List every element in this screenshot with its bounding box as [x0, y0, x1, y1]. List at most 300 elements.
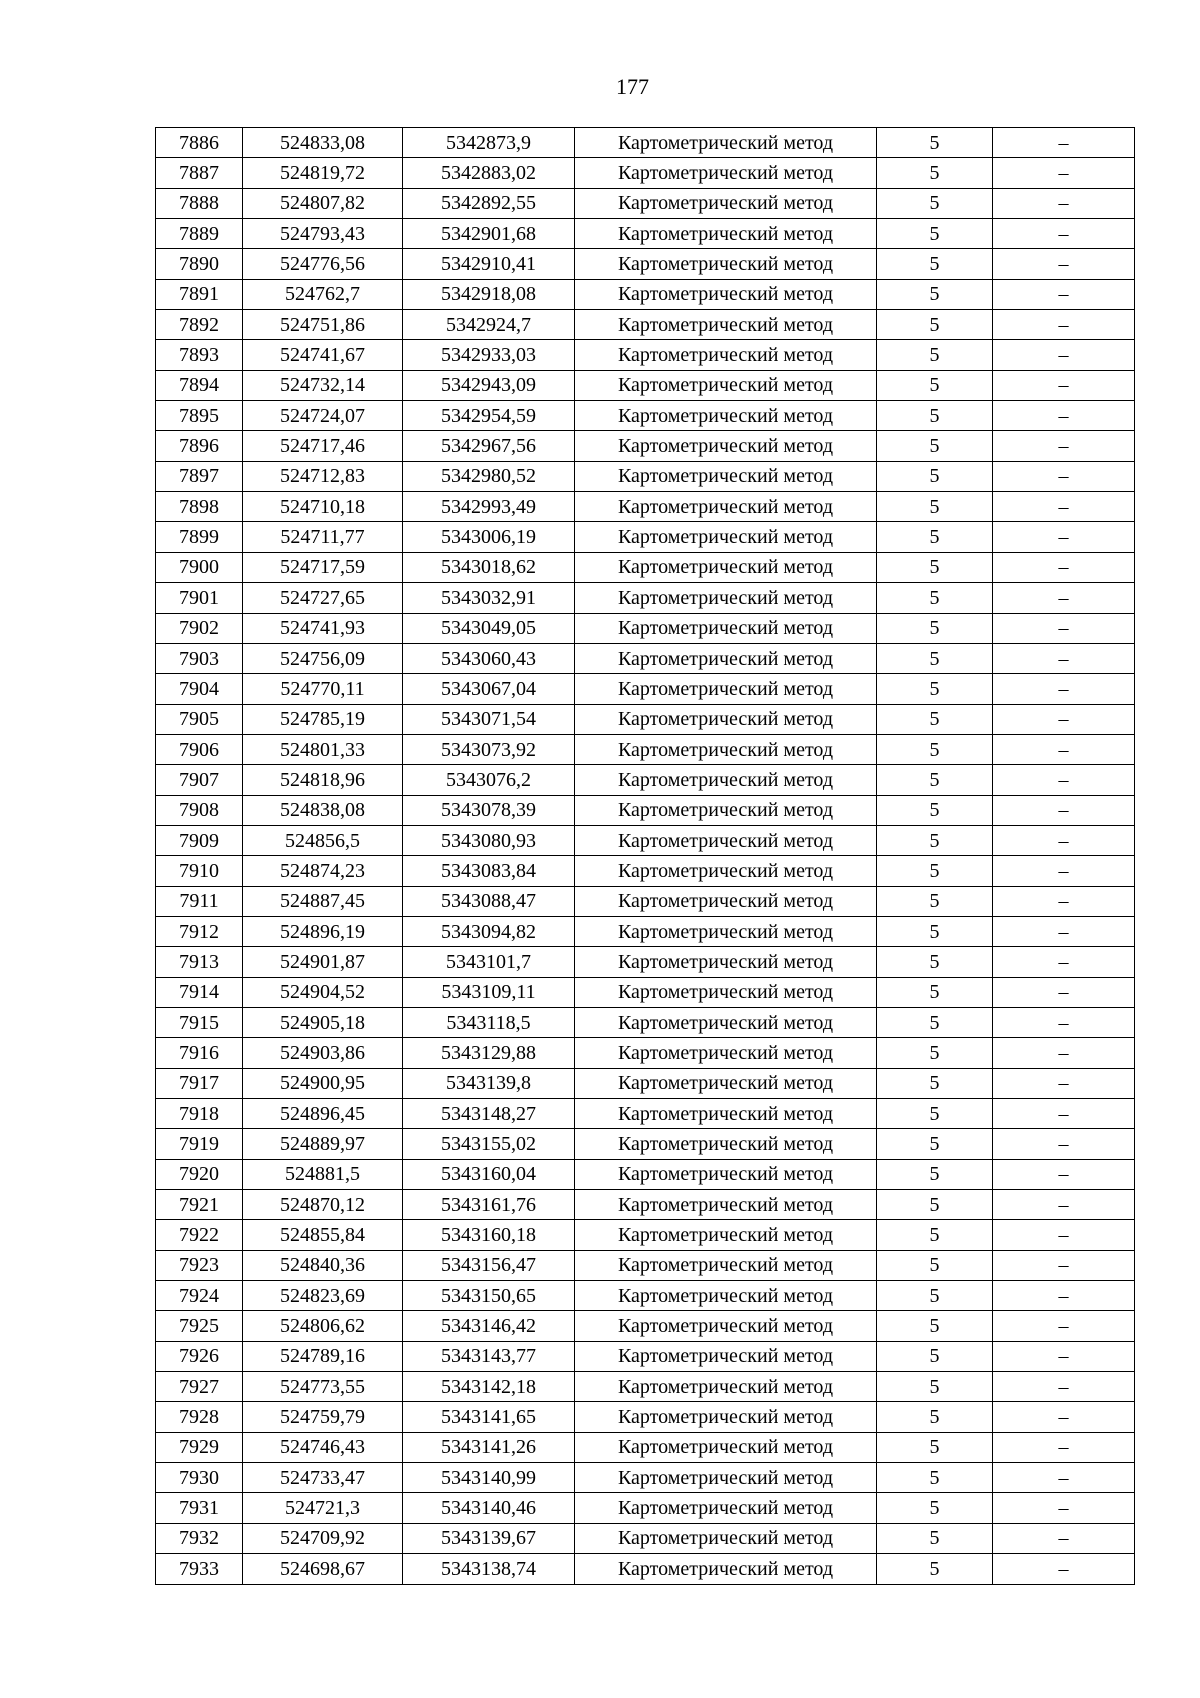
y-coordinate-cell: 5343071,54: [403, 704, 575, 734]
method-cell: Картометрический метод: [575, 1402, 877, 1432]
accuracy-cell: 5: [877, 1159, 993, 1189]
description-cell: –: [993, 674, 1135, 704]
point-number-cell: 7888: [156, 188, 243, 218]
point-number-cell: 7891: [156, 279, 243, 309]
coordinates-table: [155, 127, 1135, 1585]
table-row: [156, 825, 1135, 855]
table-row: [156, 613, 1135, 643]
y-coordinate-cell: 5343143,77: [403, 1341, 575, 1371]
method-cell: Картометрический метод: [575, 1432, 877, 1462]
table-row: [156, 1190, 1135, 1220]
method-cell: Картометрический метод: [575, 1341, 877, 1371]
x-coordinate-cell: 524724,07: [243, 401, 403, 431]
x-coordinate-cell: 524870,12: [243, 1190, 403, 1220]
accuracy-cell: 5: [877, 340, 993, 370]
y-coordinate-cell: 5343141,26: [403, 1432, 575, 1462]
y-coordinate-cell: 5343160,04: [403, 1159, 575, 1189]
y-coordinate-cell: 5342980,52: [403, 461, 575, 491]
description-cell: –: [993, 734, 1135, 764]
description-cell: –: [993, 795, 1135, 825]
description-cell: –: [993, 1250, 1135, 1280]
table-row: [156, 1554, 1135, 1584]
table-row: [156, 704, 1135, 734]
x-coordinate-cell: 524806,62: [243, 1311, 403, 1341]
point-number-cell: 7929: [156, 1432, 243, 1462]
method-cell: Картометрический метод: [575, 856, 877, 886]
method-cell: Картометрический метод: [575, 674, 877, 704]
point-number-cell: 7895: [156, 401, 243, 431]
table-row: [156, 431, 1135, 461]
x-coordinate-cell: 524709,92: [243, 1523, 403, 1553]
accuracy-cell: 5: [877, 219, 993, 249]
method-cell: Картометрический метод: [575, 522, 877, 552]
x-coordinate-cell: 524727,65: [243, 583, 403, 613]
point-number-cell: 7916: [156, 1038, 243, 1068]
table-row: [156, 1432, 1135, 1462]
y-coordinate-cell: 5342993,49: [403, 492, 575, 522]
y-coordinate-cell: 5343080,93: [403, 825, 575, 855]
accuracy-cell: 5: [877, 977, 993, 1007]
y-coordinate-cell: 5343160,18: [403, 1220, 575, 1250]
point-number-cell: 7907: [156, 765, 243, 795]
point-number-cell: 7897: [156, 461, 243, 491]
point-number-cell: 7899: [156, 522, 243, 552]
y-coordinate-cell: 5343078,39: [403, 795, 575, 825]
point-number-cell: 7926: [156, 1341, 243, 1371]
table-row: [156, 886, 1135, 916]
y-coordinate-cell: 5342883,02: [403, 158, 575, 188]
x-coordinate-cell: 524838,08: [243, 795, 403, 825]
accuracy-cell: 5: [877, 1007, 993, 1037]
accuracy-cell: 5: [877, 765, 993, 795]
accuracy-cell: 5: [877, 1372, 993, 1402]
point-number-cell: 7918: [156, 1099, 243, 1129]
description-cell: –: [993, 1007, 1135, 1037]
description-cell: –: [993, 1402, 1135, 1432]
accuracy-cell: 5: [877, 1129, 993, 1159]
x-coordinate-cell: 524807,82: [243, 188, 403, 218]
table-row: [156, 947, 1135, 977]
point-number-cell: 7892: [156, 310, 243, 340]
description-cell: –: [993, 643, 1135, 673]
x-coordinate-cell: 524856,5: [243, 825, 403, 855]
accuracy-cell: 5: [877, 1190, 993, 1220]
y-coordinate-cell: 5343142,18: [403, 1372, 575, 1402]
description-cell: –: [993, 704, 1135, 734]
y-coordinate-cell: 5343148,27: [403, 1099, 575, 1129]
y-coordinate-cell: 5342924,7: [403, 310, 575, 340]
y-coordinate-cell: 5342954,59: [403, 401, 575, 431]
accuracy-cell: 5: [877, 279, 993, 309]
point-number-cell: 7889: [156, 219, 243, 249]
x-coordinate-cell: 524855,84: [243, 1220, 403, 1250]
description-cell: –: [993, 977, 1135, 1007]
accuracy-cell: 5: [877, 1493, 993, 1523]
y-coordinate-cell: 5343140,99: [403, 1463, 575, 1493]
table-row: [156, 310, 1135, 340]
method-cell: Картометрический метод: [575, 401, 877, 431]
x-coordinate-cell: 524756,09: [243, 643, 403, 673]
accuracy-cell: 5: [877, 856, 993, 886]
point-number-cell: 7933: [156, 1554, 243, 1584]
y-coordinate-cell: 5343161,76: [403, 1190, 575, 1220]
accuracy-cell: 5: [877, 188, 993, 218]
x-coordinate-cell: 524881,5: [243, 1159, 403, 1189]
accuracy-cell: 5: [877, 734, 993, 764]
method-cell: Картометрический метод: [575, 1068, 877, 1098]
table-row: [156, 1129, 1135, 1159]
x-coordinate-cell: 524833,08: [243, 128, 403, 158]
accuracy-cell: 5: [877, 1463, 993, 1493]
y-coordinate-cell: 5343049,05: [403, 613, 575, 643]
table-row: [156, 856, 1135, 886]
y-coordinate-cell: 5342910,41: [403, 249, 575, 279]
y-coordinate-cell: 5343138,74: [403, 1554, 575, 1584]
point-number-cell: 7905: [156, 704, 243, 734]
table-row: [156, 128, 1135, 158]
x-coordinate-cell: 524698,67: [243, 1554, 403, 1584]
accuracy-cell: 5: [877, 1311, 993, 1341]
description-cell: –: [993, 552, 1135, 582]
y-coordinate-cell: 5342967,56: [403, 431, 575, 461]
description-cell: –: [993, 1372, 1135, 1402]
description-cell: –: [993, 765, 1135, 795]
point-number-cell: 7896: [156, 431, 243, 461]
description-cell: –: [993, 310, 1135, 340]
description-cell: –: [993, 249, 1135, 279]
accuracy-cell: 5: [877, 947, 993, 977]
description-cell: –: [993, 1281, 1135, 1311]
x-coordinate-cell: 524896,45: [243, 1099, 403, 1129]
method-cell: Картометрический метод: [575, 825, 877, 855]
y-coordinate-cell: 5343150,65: [403, 1281, 575, 1311]
table-row: [156, 1311, 1135, 1341]
y-coordinate-cell: 5343139,8: [403, 1068, 575, 1098]
accuracy-cell: 5: [877, 825, 993, 855]
x-coordinate-cell: 524712,83: [243, 461, 403, 491]
point-number-cell: 7932: [156, 1523, 243, 1553]
point-number-cell: 7915: [156, 1007, 243, 1037]
description-cell: –: [993, 492, 1135, 522]
x-coordinate-cell: 524741,93: [243, 613, 403, 643]
table-row: [156, 643, 1135, 673]
x-coordinate-cell: 524762,7: [243, 279, 403, 309]
point-number-cell: 7912: [156, 916, 243, 946]
table-row: [156, 188, 1135, 218]
method-cell: Картометрический метод: [575, 1493, 877, 1523]
point-number-cell: 7900: [156, 552, 243, 582]
x-coordinate-cell: 524905,18: [243, 1007, 403, 1037]
x-coordinate-cell: 524770,11: [243, 674, 403, 704]
method-cell: Картометрический метод: [575, 1523, 877, 1553]
point-number-cell: 7931: [156, 1493, 243, 1523]
method-cell: Картометрический метод: [575, 461, 877, 491]
table-row: [156, 583, 1135, 613]
point-number-cell: 7886: [156, 128, 243, 158]
accuracy-cell: 5: [877, 1099, 993, 1129]
method-cell: Картометрический метод: [575, 1190, 877, 1220]
y-coordinate-cell: 5342892,55: [403, 188, 575, 218]
point-number-cell: 7930: [156, 1463, 243, 1493]
point-number-cell: 7919: [156, 1129, 243, 1159]
x-coordinate-cell: 524801,33: [243, 734, 403, 764]
table-row: [156, 552, 1135, 582]
x-coordinate-cell: 524776,56: [243, 249, 403, 279]
point-number-cell: 7902: [156, 613, 243, 643]
description-cell: –: [993, 1493, 1135, 1523]
description-cell: –: [993, 825, 1135, 855]
description-cell: –: [993, 1554, 1135, 1584]
y-coordinate-cell: 5343060,43: [403, 643, 575, 673]
accuracy-cell: 5: [877, 1220, 993, 1250]
accuracy-cell: 5: [877, 431, 993, 461]
coordinates-table-body: [156, 128, 1135, 1585]
table-row: [156, 1402, 1135, 1432]
method-cell: Картометрический метод: [575, 1038, 877, 1068]
accuracy-cell: 5: [877, 583, 993, 613]
table-row: [156, 1068, 1135, 1098]
method-cell: Картометрический метод: [575, 1281, 877, 1311]
description-cell: –: [993, 1341, 1135, 1371]
method-cell: Картометрический метод: [575, 340, 877, 370]
description-cell: –: [993, 188, 1135, 218]
method-cell: Картометрический метод: [575, 704, 877, 734]
method-cell: Картометрический метод: [575, 1159, 877, 1189]
table-row: [156, 1463, 1135, 1493]
point-number-cell: 7903: [156, 643, 243, 673]
description-cell: –: [993, 1068, 1135, 1098]
method-cell: Картометрический метод: [575, 128, 877, 158]
description-cell: –: [993, 947, 1135, 977]
x-coordinate-cell: 524823,69: [243, 1281, 403, 1311]
y-coordinate-cell: 5343129,88: [403, 1038, 575, 1068]
accuracy-cell: 5: [877, 461, 993, 491]
point-number-cell: 7920: [156, 1159, 243, 1189]
accuracy-cell: 5: [877, 1402, 993, 1432]
accuracy-cell: 5: [877, 370, 993, 400]
x-coordinate-cell: 524711,77: [243, 522, 403, 552]
point-number-cell: 7894: [156, 370, 243, 400]
table-row: [156, 1493, 1135, 1523]
x-coordinate-cell: 524793,43: [243, 219, 403, 249]
x-coordinate-cell: 524889,97: [243, 1129, 403, 1159]
point-number-cell: 7904: [156, 674, 243, 704]
description-cell: –: [993, 1159, 1135, 1189]
description-cell: –: [993, 1523, 1135, 1553]
method-cell: Картометрический метод: [575, 279, 877, 309]
y-coordinate-cell: 5343118,5: [403, 1007, 575, 1037]
x-coordinate-cell: 524717,46: [243, 431, 403, 461]
y-coordinate-cell: 5342918,08: [403, 279, 575, 309]
accuracy-cell: 5: [877, 886, 993, 916]
x-coordinate-cell: 524903,86: [243, 1038, 403, 1068]
accuracy-cell: 5: [877, 613, 993, 643]
description-cell: –: [993, 1099, 1135, 1129]
method-cell: Картометрический метод: [575, 1311, 877, 1341]
table-row: [156, 795, 1135, 825]
point-number-cell: 7924: [156, 1281, 243, 1311]
accuracy-cell: 5: [877, 1432, 993, 1462]
accuracy-cell: 5: [877, 552, 993, 582]
method-cell: Картометрический метод: [575, 1250, 877, 1280]
description-cell: –: [993, 1129, 1135, 1159]
point-number-cell: 7890: [156, 249, 243, 279]
x-coordinate-cell: 524789,16: [243, 1341, 403, 1371]
accuracy-cell: 5: [877, 128, 993, 158]
accuracy-cell: 5: [877, 1281, 993, 1311]
method-cell: Картометрический метод: [575, 370, 877, 400]
point-number-cell: 7893: [156, 340, 243, 370]
method-cell: Картометрический метод: [575, 977, 877, 1007]
description-cell: –: [993, 279, 1135, 309]
point-number-cell: 7917: [156, 1068, 243, 1098]
point-number-cell: 7909: [156, 825, 243, 855]
accuracy-cell: 5: [877, 249, 993, 279]
accuracy-cell: 5: [877, 492, 993, 522]
method-cell: Картометрический метод: [575, 613, 877, 643]
y-coordinate-cell: 5343088,47: [403, 886, 575, 916]
description-cell: –: [993, 370, 1135, 400]
x-coordinate-cell: 524741,67: [243, 340, 403, 370]
accuracy-cell: 5: [877, 158, 993, 188]
table-row: [156, 401, 1135, 431]
table-row: [156, 1341, 1135, 1371]
description-cell: –: [993, 1220, 1135, 1250]
table-row: [156, 1099, 1135, 1129]
point-number-cell: 7906: [156, 734, 243, 764]
x-coordinate-cell: 524901,87: [243, 947, 403, 977]
x-coordinate-cell: 524773,55: [243, 1372, 403, 1402]
x-coordinate-cell: 524840,36: [243, 1250, 403, 1280]
description-cell: –: [993, 340, 1135, 370]
description-cell: –: [993, 401, 1135, 431]
table-row: [156, 674, 1135, 704]
y-coordinate-cell: 5343018,62: [403, 552, 575, 582]
y-coordinate-cell: 5343067,04: [403, 674, 575, 704]
y-coordinate-cell: 5343094,82: [403, 916, 575, 946]
method-cell: Картометрический метод: [575, 552, 877, 582]
table-row: [156, 461, 1135, 491]
method-cell: Картометрический метод: [575, 643, 877, 673]
method-cell: Картометрический метод: [575, 188, 877, 218]
x-coordinate-cell: 524785,19: [243, 704, 403, 734]
point-number-cell: 7910: [156, 856, 243, 886]
page-number: 177: [616, 74, 649, 99]
y-coordinate-cell: 5343155,02: [403, 1129, 575, 1159]
method-cell: Картометрический метод: [575, 492, 877, 522]
description-cell: –: [993, 1463, 1135, 1493]
y-coordinate-cell: 5343073,92: [403, 734, 575, 764]
method-cell: Картометрический метод: [575, 249, 877, 279]
point-number-cell: 7898: [156, 492, 243, 522]
point-number-cell: 7914: [156, 977, 243, 1007]
y-coordinate-cell: 5342943,09: [403, 370, 575, 400]
accuracy-cell: 5: [877, 1038, 993, 1068]
description-cell: –: [993, 158, 1135, 188]
table-row: [156, 219, 1135, 249]
point-number-cell: 7901: [156, 583, 243, 613]
table-row: [156, 279, 1135, 309]
x-coordinate-cell: 524887,45: [243, 886, 403, 916]
method-cell: Картометрический метод: [575, 158, 877, 188]
point-number-cell: 7887: [156, 158, 243, 188]
accuracy-cell: 5: [877, 674, 993, 704]
method-cell: Картометрический метод: [575, 886, 877, 916]
table-row: [156, 370, 1135, 400]
accuracy-cell: 5: [877, 704, 993, 734]
x-coordinate-cell: 524710,18: [243, 492, 403, 522]
table-row: [156, 1159, 1135, 1189]
x-coordinate-cell: 524904,52: [243, 977, 403, 1007]
x-coordinate-cell: 524818,96: [243, 765, 403, 795]
x-coordinate-cell: 524759,79: [243, 1402, 403, 1432]
y-coordinate-cell: 5343032,91: [403, 583, 575, 613]
point-number-cell: 7911: [156, 886, 243, 916]
description-cell: –: [993, 219, 1135, 249]
accuracy-cell: 5: [877, 916, 993, 946]
x-coordinate-cell: 524733,47: [243, 1463, 403, 1493]
accuracy-cell: 5: [877, 522, 993, 552]
x-coordinate-cell: 524874,23: [243, 856, 403, 886]
method-cell: Картометрический метод: [575, 1099, 877, 1129]
method-cell: Картометрический метод: [575, 219, 877, 249]
method-cell: Картометрический метод: [575, 734, 877, 764]
x-coordinate-cell: 524721,3: [243, 1493, 403, 1523]
accuracy-cell: 5: [877, 795, 993, 825]
point-number-cell: 7927: [156, 1372, 243, 1402]
description-cell: –: [993, 583, 1135, 613]
accuracy-cell: 5: [877, 310, 993, 340]
method-cell: Картометрический метод: [575, 1129, 877, 1159]
table-row: [156, 1038, 1135, 1068]
accuracy-cell: 5: [877, 1341, 993, 1371]
y-coordinate-cell: 5343006,19: [403, 522, 575, 552]
y-coordinate-cell: 5343139,67: [403, 1523, 575, 1553]
point-number-cell: 7921: [156, 1190, 243, 1220]
x-coordinate-cell: 524746,43: [243, 1432, 403, 1462]
description-cell: –: [993, 1432, 1135, 1462]
y-coordinate-cell: 5343146,42: [403, 1311, 575, 1341]
method-cell: Картометрический метод: [575, 947, 877, 977]
x-coordinate-cell: 524900,95: [243, 1068, 403, 1098]
y-coordinate-cell: 5342873,9: [403, 128, 575, 158]
table-row: [156, 492, 1135, 522]
description-cell: –: [993, 1311, 1135, 1341]
description-cell: –: [993, 886, 1135, 916]
method-cell: Картометрический метод: [575, 310, 877, 340]
table-row: [156, 522, 1135, 552]
description-cell: –: [993, 613, 1135, 643]
point-number-cell: 7913: [156, 947, 243, 977]
y-coordinate-cell: 5343076,2: [403, 765, 575, 795]
table-row: [156, 1220, 1135, 1250]
accuracy-cell: 5: [877, 1523, 993, 1553]
table-row: [156, 340, 1135, 370]
method-cell: Картометрический метод: [575, 916, 877, 946]
y-coordinate-cell: 5342901,68: [403, 219, 575, 249]
method-cell: Картометрический метод: [575, 1007, 877, 1037]
method-cell: Картометрический метод: [575, 1220, 877, 1250]
method-cell: Картометрический метод: [575, 765, 877, 795]
accuracy-cell: 5: [877, 401, 993, 431]
point-number-cell: 7928: [156, 1402, 243, 1432]
method-cell: Картометрический метод: [575, 431, 877, 461]
description-cell: –: [993, 916, 1135, 946]
y-coordinate-cell: 5343083,84: [403, 856, 575, 886]
accuracy-cell: 5: [877, 1250, 993, 1280]
table-row: [156, 1007, 1135, 1037]
table-row: [156, 916, 1135, 946]
